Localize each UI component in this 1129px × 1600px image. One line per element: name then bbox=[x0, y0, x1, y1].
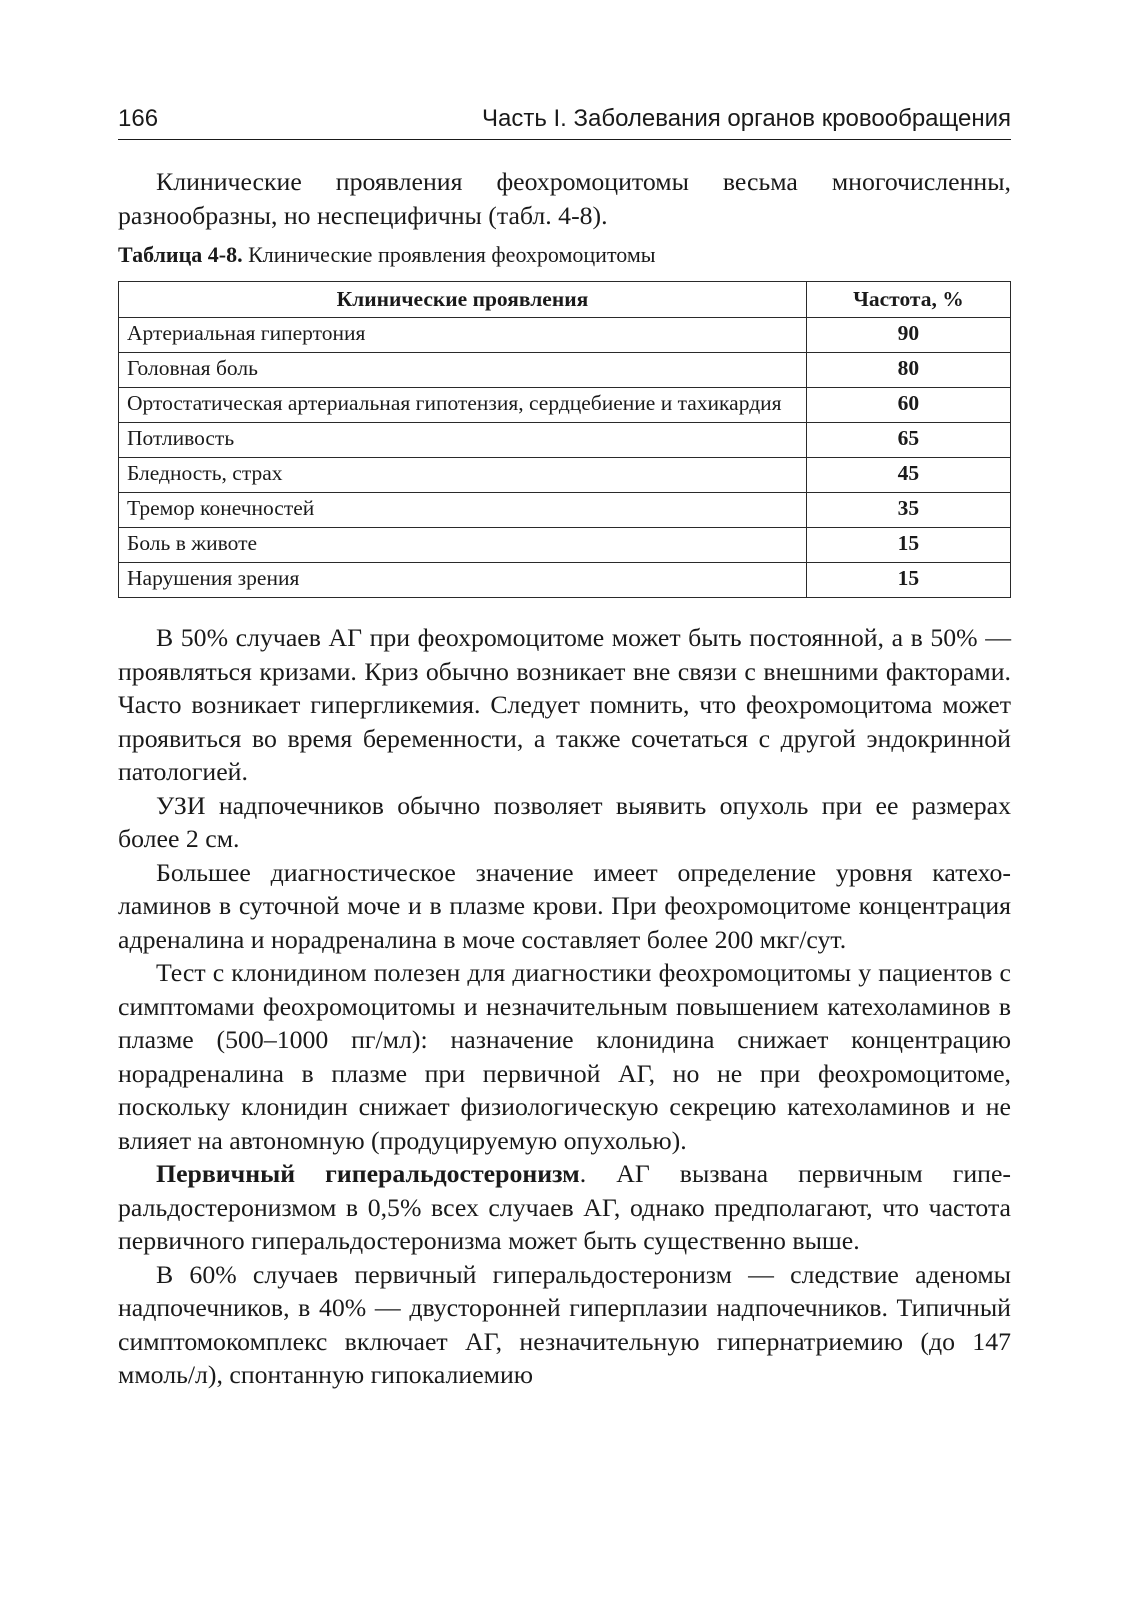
table-row bbox=[119, 353, 1011, 388]
table-row bbox=[119, 458, 1011, 493]
running-title: Часть I. Заболевания органов кровообращения bbox=[481, 105, 1011, 132]
table-row bbox=[119, 563, 1011, 598]
frequency-cell: 60 bbox=[806, 388, 1010, 423]
frequency-cell: 15 bbox=[806, 528, 1010, 563]
manifestation-cell: Боль в животе bbox=[119, 528, 807, 563]
paragraph-clonidine-test: Тест с клонидином полезен для диагностики феохромоцитомы у пациентов с симптомами феохромоцитомы и незначительным повышением катехоламинов в плазме (500–1000 пг/мл): назначение клонидина снижает концентрацию норадреналина в плазме при первичной АГ, но не при феохромоцитоме, поскольку клонидин снижает физиологическую секрецию катехоламинов и не влияет на автономную (продуцируемую опухолью). bbox=[118, 958, 1011, 1155]
manifestation-cell: Бледность, страх bbox=[119, 458, 807, 493]
manifestation-cell: Потливость bbox=[119, 423, 807, 458]
paragraph-hyperaldosteronism-text: . АГ вызвана первичным гиперальдостеронизмом в 0,5% всех случаев АГ, однако предполагают, что частота первичного гиперальдостеронизма может быть существенно выше. bbox=[118, 1159, 1011, 1255]
table-caption-label: Таблица 4-8. bbox=[118, 242, 243, 267]
section-lead-term: Первичный гиперальдостеронизм bbox=[156, 1159, 580, 1188]
paragraph-catecholamines: Большее диагностическое значение имеет определение уровня катехоламинов в суточной моче и в плазме крови. При феохромоцитоме концентрация адреналина и норадреналина в моче составляет более 200 мкг/сут. bbox=[118, 857, 1011, 954]
column-header-manifestations: Клинические проявления bbox=[119, 282, 807, 318]
table-header-row bbox=[119, 282, 1011, 318]
frequency-cell: 15 bbox=[806, 563, 1010, 598]
table-row bbox=[119, 388, 1011, 423]
manifestation-cell: Головная боль bbox=[119, 353, 807, 388]
manifestation-cell: Нарушения зрения bbox=[119, 563, 807, 598]
manifestation-cell: Тремор конечностей bbox=[119, 493, 807, 528]
table-row bbox=[119, 528, 1011, 563]
frequency-cell: 45 bbox=[806, 458, 1010, 493]
frequency-cell: 80 bbox=[806, 353, 1010, 388]
intro-paragraph: Клинические проявления феохромоцитомы весьма многочисленны, разнообразны, но неспецифичны (табл. 4-8). bbox=[118, 167, 1011, 230]
table-row bbox=[119, 493, 1011, 528]
frequency-cell: 90 bbox=[806, 318, 1010, 353]
page bbox=[118, 104, 1011, 1392]
manifestations-table bbox=[118, 281, 1011, 598]
frequency-cell: 65 bbox=[806, 423, 1010, 458]
manifestation-cell: Ортостатическая артериальная гипотензия, сердцебиение и тахикардия bbox=[119, 388, 807, 423]
column-header-frequency: Частота, % bbox=[806, 282, 1010, 318]
paragraph-adenoma: В 60% случаев первичный гиперальдостеронизм — следствие аденомы надпочечников, в 40% — двусторонней гиперплазии надпочечников. Типичный симптомокомплекс включает АГ, незначительную гипернатриемию (до 147 ммоль/л), спонтанную гипокалиемию bbox=[118, 1259, 1011, 1389]
table-caption bbox=[118, 241, 1011, 269]
table-caption-text: Клинические проявления феохромоцитомы bbox=[242, 242, 656, 267]
frequency-cell: 35 bbox=[806, 493, 1010, 528]
table-row bbox=[119, 423, 1011, 458]
running-head bbox=[118, 104, 1011, 140]
manifestation-cell: Артериальная гипертония bbox=[119, 318, 807, 353]
paragraph-hyperaldosteronism bbox=[118, 1157, 1011, 1258]
paragraph-ultrasound: УЗИ надпочечников обычно позволяет выявить опухоль при ее размерах более 2 см. bbox=[118, 790, 1011, 853]
table-row bbox=[119, 318, 1011, 353]
paragraph-crises: В 50% случаев АГ при феохромоцитоме может быть постоянной, а в 50% — проявляться кризами. Криз обычно возникает вне связи с внешними факторами. Часто возникает гипергликемия. Следует помнить, что феохромоцитома может проявиться во время беременности, а также сочетаться с другой эндокринной патологией. bbox=[118, 623, 1011, 786]
page-number: 166 bbox=[118, 105, 159, 132]
